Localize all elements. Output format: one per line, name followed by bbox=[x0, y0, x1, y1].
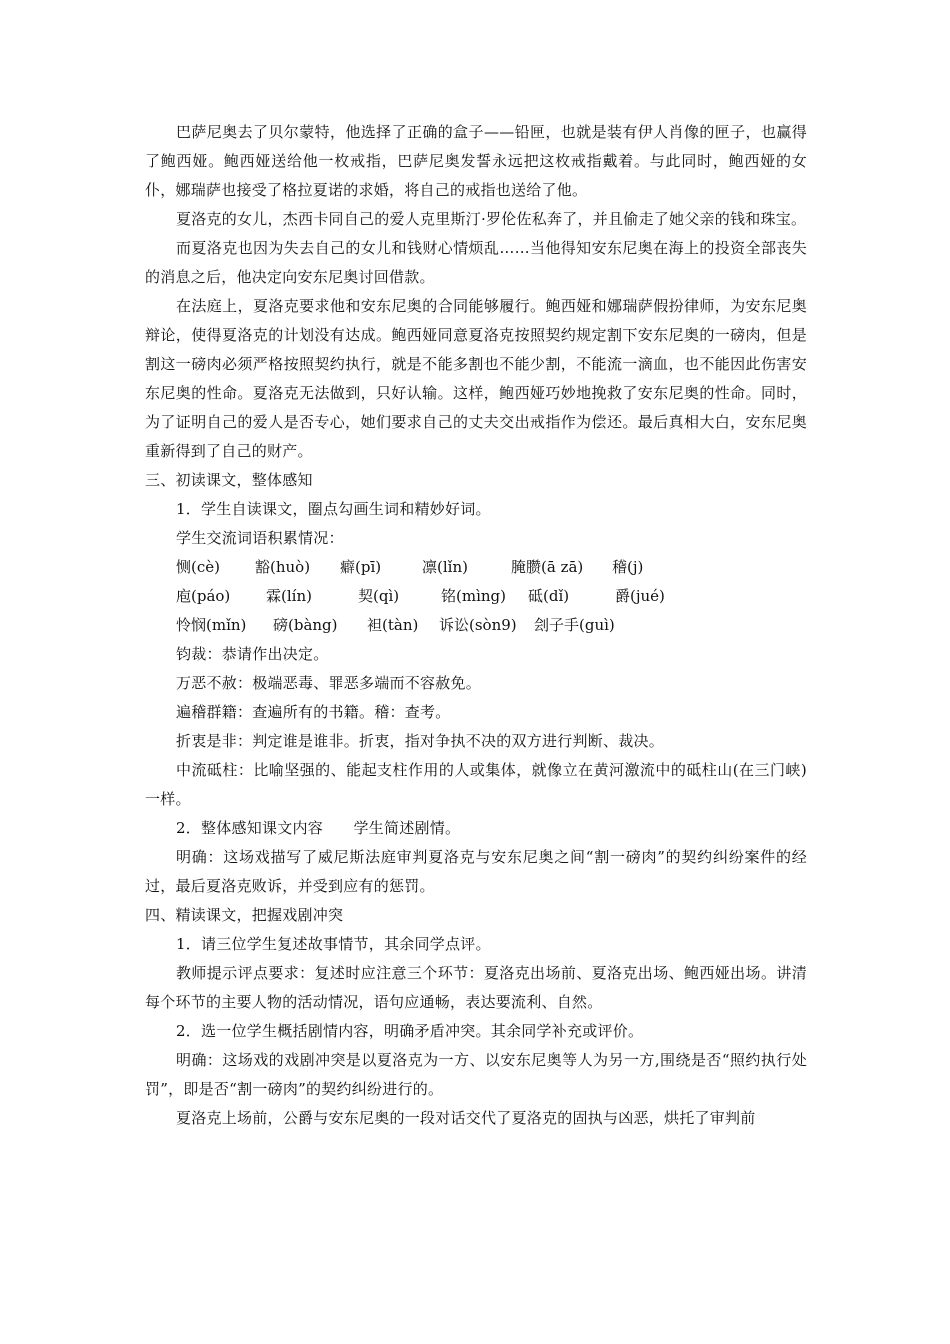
vocab-word: 诉讼(sòn9) bbox=[439, 616, 517, 634]
section-3-item-2: 2．整体感知课文内容 学生简述剧情。 bbox=[176, 819, 461, 837]
document-page bbox=[145, 118, 807, 1133]
story-paragraph-4: 在法庭上，夏洛克要求他和安东尼奥的合同能够履行。鲍西娅和娜瑞萨假扮律师，为安东尼奥辩论，使得夏洛克的计划没有达成。鲍西娅同意夏洛克按照契约规定割下安东尼奥的一磅肉，但是割这一磅肉必须严格按照契约执行，就是不能多割也不能少割，不能流一滴血，也不能因此伤害安东尼奥的性命。夏洛克无法做到，只好认输。这样，鲍西娅巧妙地挽救了安东尼奥的性命。同时，为了证明自己的爱人是否专心，她们要求自己的丈夫交出戒指作为偿还。最后真相大白，安东尼奥重新得到了自己的财产。 bbox=[145, 297, 807, 460]
definition: 中流砥柱：比喻坚强的、能起支柱作用的人或集体，就像立在黄河激流中的砥柱山(在三门峡)一样。 bbox=[145, 761, 807, 808]
story-paragraph-3: 而夏洛克也因为失去自己的女儿和钱财心情烦乱……当他得知安东尼奥在海上的投资全部丧失的消息之后，他决定向安东尼奥讨回借款。 bbox=[145, 239, 807, 286]
vocab-word: 霖(lín) bbox=[266, 587, 312, 605]
definition: 万恶不赦：极端恶毒、罪恶多端而不容赦免。 bbox=[176, 674, 482, 692]
vocab-word: 稽(j) bbox=[612, 558, 644, 576]
section-4-item-2: 2．选一位学生概括剧情内容，明确矛盾冲突。其余同学补充或评价。 bbox=[176, 1022, 644, 1040]
vocab-row-3 bbox=[145, 611, 807, 640]
vocab-word: 刽子手(guì) bbox=[534, 616, 615, 634]
vocab-row-1 bbox=[145, 553, 807, 582]
definition: 钧裁：恭请作出决定。 bbox=[176, 645, 329, 663]
section-3-heading: 三、初读课文，整体感知 bbox=[145, 471, 313, 489]
definition: 折衷是非：判定谁是谁非。折衷，指对争执不决的双方进行判断、裁决。 bbox=[176, 732, 665, 750]
section-4-heading: 四、精读课文，把握戏剧冲突 bbox=[145, 906, 344, 924]
vocab-word: 凛(lǐn) bbox=[422, 558, 468, 576]
vocab-word: 癖(pī) bbox=[340, 558, 382, 576]
vocab-word: 铭(mìng) bbox=[441, 587, 506, 605]
vocab-word: 豁(huò) bbox=[255, 558, 311, 576]
vocab-intro: 学生交流词语积累情况： bbox=[176, 529, 344, 547]
section-4-item-1-hint: 教师提示评点要求：复述时应注意三个环节：夏洛克出场前、夏洛克出场、鲍西娅出场。讲清每个环节的主要人物的活动情况，语句应通畅，表达要流利、自然。 bbox=[145, 964, 807, 1011]
vocab-word: 爵(jué) bbox=[615, 587, 665, 605]
vocab-word: 怜悯(mǐn) bbox=[176, 616, 247, 634]
vocab-word: 契(qì) bbox=[358, 587, 400, 605]
section-4-item-2-answer: 明确：这场戏的戏剧冲突是以夏洛克为一方、以安东尼奥等人为另一方,围绕是否“照约执行处罚”，即是否“割一磅肉”的契约纠纷进行的。 bbox=[145, 1051, 807, 1098]
section-4-item-1: 1．请三位学生复述故事情节，其余同学点评。 bbox=[176, 935, 491, 953]
vocab-word: 砥(dǐ) bbox=[528, 587, 570, 605]
vocab-word: 庖(páo) bbox=[176, 587, 231, 605]
definition: 遍稽群籍：查遍所有的书籍。稽：查考。 bbox=[176, 703, 451, 721]
story-paragraph-2: 夏洛克的女儿，杰西卡同自己的爱人克里斯汀·罗伦佐私奔了，并且偷走了她父亲的钱和珠宝。 bbox=[176, 210, 807, 228]
vocab-word: 腌臜(ā zā) bbox=[511, 558, 584, 576]
vocab-word: 袒(tàn) bbox=[367, 616, 419, 634]
vocab-row-2 bbox=[145, 582, 807, 611]
section-3-item-1: 1．学生自读课文，圈点勾画生词和精妙好词。 bbox=[176, 500, 491, 518]
vocab-word: 恻(cè) bbox=[176, 558, 220, 576]
section-4-last-paragraph: 夏洛克上场前，公爵与安东尼奥的一段对话交代了夏洛克的固执与凶恶，烘托了审判前 bbox=[176, 1109, 756, 1127]
story-paragraph-1: 巴萨尼奥去了贝尔蒙特，他选择了正确的盒子——铅匣，也就是装有伊人肖像的匣子，也赢得了鲍西娅。鲍西娅送给他一枚戒指，巴萨尼奥发誓永远把这枚戒指戴着。与此同时，鲍西娅的女仆，娜瑞萨也接受了格拉夏诺的求婚，将自己的戒指也送给了他。 bbox=[145, 123, 807, 199]
vocab-word: 磅(bàng) bbox=[273, 616, 338, 634]
section-3-item-2-answer: 明确：这场戏描写了威尼斯法庭审判夏洛克与安东尼奥之间“割一磅肉”的契约纠纷案件的经过，最后夏洛克败诉，并受到应有的惩罚。 bbox=[145, 848, 807, 895]
